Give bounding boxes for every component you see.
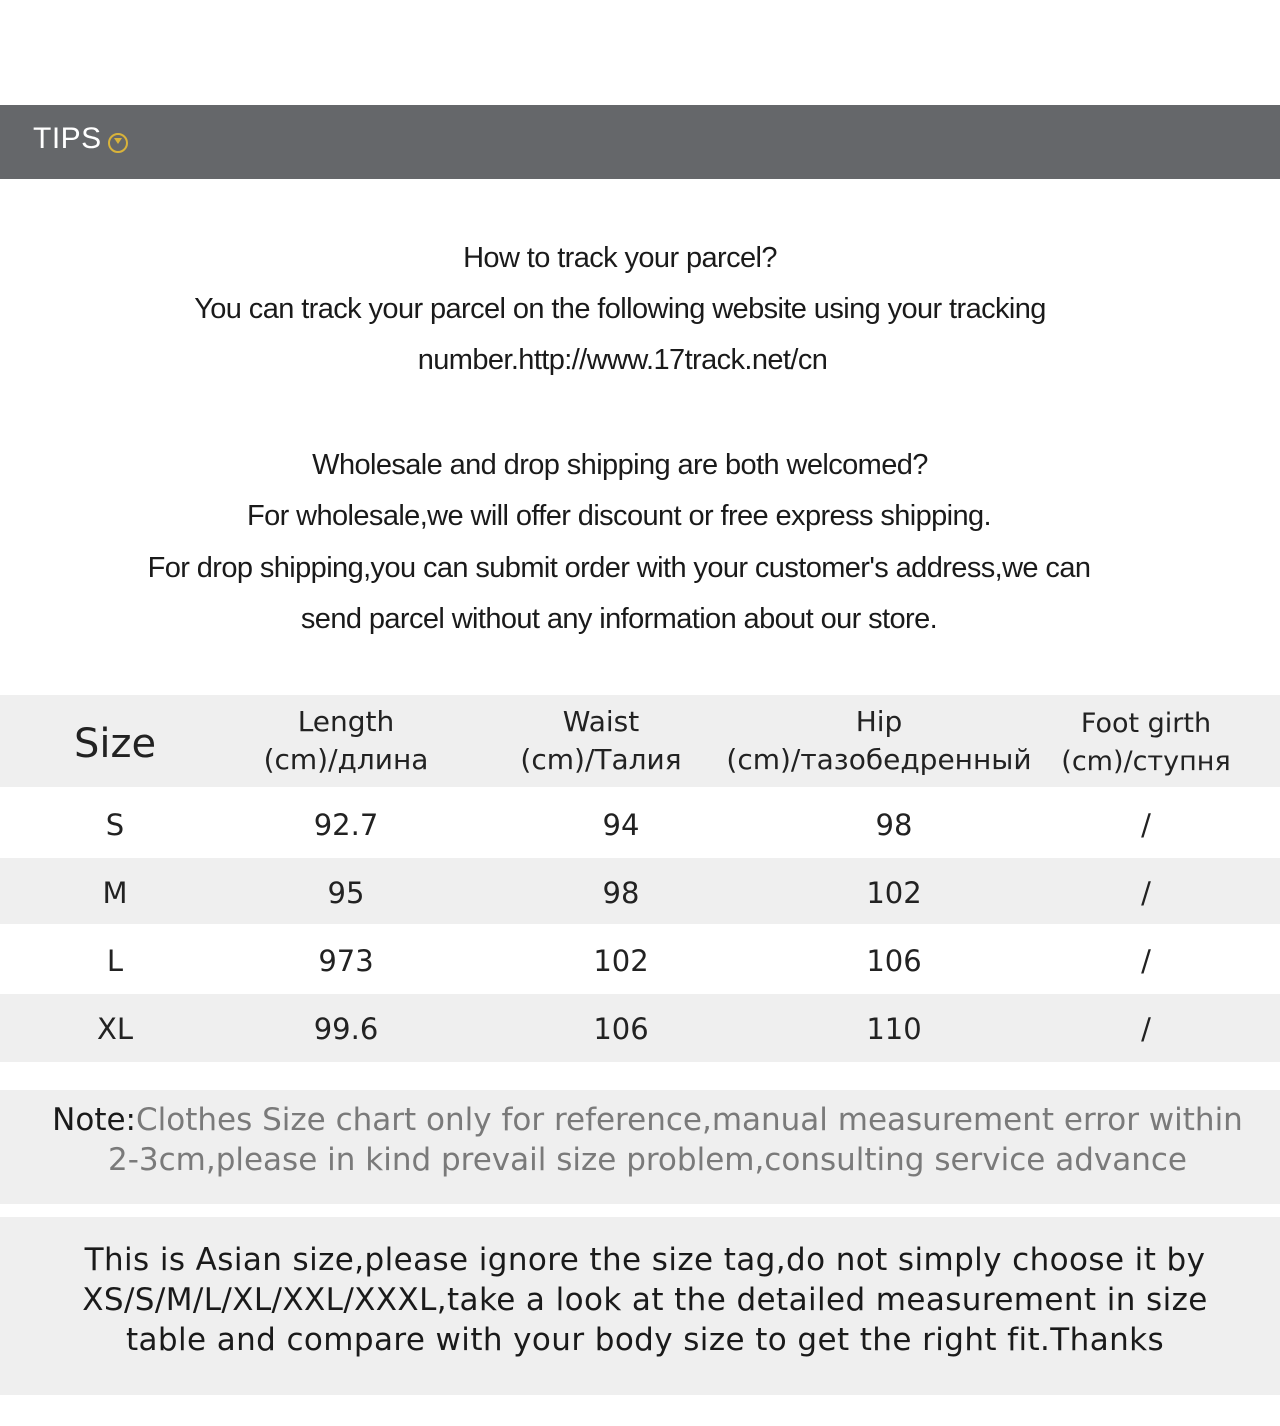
note-text [40, 1100, 1255, 1180]
cell-waist: 98 [602, 876, 640, 910]
wholesale-line-3: send parcel without any information about our store. [300, 603, 938, 635]
header-foot-girth [1048, 705, 1244, 781]
cell-waist: 94 [602, 808, 640, 842]
table-row [0, 858, 1280, 924]
note-prefix: Note: [52, 1102, 136, 1138]
header-waist [490, 703, 712, 779]
cell-foot: / [1141, 944, 1151, 978]
header-hip [712, 703, 1046, 779]
header-size: Size [73, 721, 157, 767]
cell-waist: 102 [593, 944, 649, 978]
header-waist-unit: (cm)/Талия [520, 743, 682, 776]
chevron-down-circle-icon [108, 133, 128, 153]
tracking-line-2: number.http://www.17track.net/cn [417, 344, 828, 376]
asian-line-3: table and compare with your body size to get the right fit.Thanks [125, 1322, 1165, 1358]
size-table-header [0, 695, 1280, 787]
tracking-line-1: You can track your parcel on the following website using your tracking [194, 293, 1046, 325]
table-row [0, 926, 1280, 992]
header-length-unit: (cm)/длина [263, 743, 429, 776]
cell-waist: 106 [593, 1012, 649, 1046]
header-hip-unit: (cm)/тазобедренный [726, 743, 1032, 776]
tips-header-bar [0, 105, 1280, 179]
header-foot-title: Foot girth [1080, 708, 1212, 739]
wholesale-line-1: For wholesale,we will offer discount or free express shipping. [246, 500, 992, 532]
cell-hip: 102 [866, 876, 922, 910]
cell-hip: 110 [866, 1012, 922, 1046]
cell-foot: / [1141, 808, 1151, 842]
table-row [0, 790, 1280, 856]
note-text-2: 2-3cm,please in kind prevail size problem,consulting service advance [107, 1142, 1188, 1178]
header-length [230, 703, 462, 779]
tracking-question: How to track your parcel? [463, 242, 777, 274]
table-row [0, 994, 1280, 1062]
cell-length: 973 [318, 944, 374, 978]
tips-title: TIPS [33, 122, 102, 155]
cell-size: M [102, 876, 128, 910]
wholesale-question: Wholesale and drop shipping are both welcomed? [312, 449, 928, 481]
header-waist-title: Waist [562, 705, 640, 738]
wholesale-line-2: For drop shipping,you can submit order with your customer's address,we can [147, 552, 1091, 584]
cell-foot: / [1141, 1012, 1151, 1046]
cell-size: XL [96, 1012, 134, 1046]
header-hip-title: Hip [855, 705, 903, 738]
cell-size: L [106, 944, 124, 978]
cell-length: 99.6 [313, 1012, 379, 1046]
cell-foot: / [1141, 876, 1151, 910]
header-length-title: Length [297, 705, 395, 738]
asian-line-2: XS/S/M/L/XL/XXL/XXXL,take a look at the detailed measurement in size [82, 1282, 1208, 1318]
header-foot-unit: (cm)/ступня [1061, 746, 1231, 777]
note-text-1: Clothes Size chart only for reference,manual measurement error within [136, 1102, 1243, 1138]
cell-size: S [105, 808, 125, 842]
cell-length: 95 [327, 876, 365, 910]
cell-length: 92.7 [313, 808, 379, 842]
asian-size-text [40, 1240, 1250, 1360]
cell-hip: 106 [866, 944, 922, 978]
asian-line-1: This is Asian size,please ignore the size tag,do not simply choose it by [84, 1242, 1206, 1278]
cell-hip: 98 [875, 808, 913, 842]
